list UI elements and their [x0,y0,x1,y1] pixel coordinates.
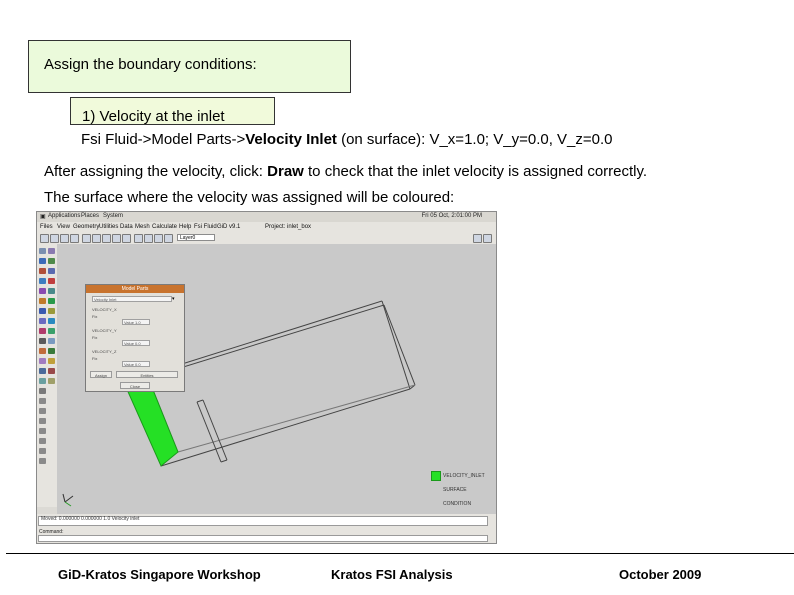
save-icon[interactable] [60,234,69,243]
render-mode-icon[interactable] [39,358,46,364]
open-icon[interactable] [50,234,59,243]
instruction-line-3: The surface where the velocity was assigned will be coloured: [44,189,455,206]
menu-mesh[interactable]: Mesh [135,224,150,230]
velocity-z-label: VELOCITY_Z [92,349,117,354]
box-edge-right-back [384,305,415,385]
obstacle-outline [197,400,227,462]
apps-icon[interactable]: ▣ [40,214,46,220]
label-icon[interactable] [48,368,55,374]
list-icon[interactable] [48,288,55,294]
legend-label: VELOCITY_INLET [443,473,485,479]
render-icon[interactable] [144,234,153,243]
tool-icon-extra-7[interactable] [39,458,46,464]
distance-icon[interactable] [39,298,46,304]
box-edge-hidden-2 [178,385,415,452]
places-menu[interactable]: Places [81,213,100,219]
undo-icon[interactable] [39,378,46,384]
system-menu[interactable]: System [103,213,124,219]
tool-icon-extra-3[interactable] [39,418,46,424]
quit-icon[interactable] [39,388,46,394]
menu-bar [37,222,496,232]
instruction-1-values: (on surface): V_x=1.0; V_y=0.0, V_z=0.0 [336,131,613,148]
step-label: 1) Velocity at the inlet [82,108,225,125]
project-title: Project: inlet_box [265,224,312,230]
assign-button[interactable]: Assign [90,371,112,378]
boundary-icon[interactable] [48,308,55,314]
instruction-1-emphasis: Velocity Inlet [245,131,337,148]
view-mesh-icon[interactable] [39,338,46,344]
zoom-in-icon[interactable] [82,234,91,243]
layer-select[interactable]: Layer0 [177,234,215,241]
velocity-z-field[interactable]: Value 0.0 [122,361,150,367]
velocity-y-field[interactable]: Value 0.0 [122,340,150,346]
mesh-icon[interactable] [164,234,173,243]
tool-icon-extra-4[interactable] [39,428,46,434]
line-icon[interactable] [48,248,55,254]
polyline-icon[interactable] [48,258,55,264]
calculate-icon[interactable] [48,338,55,344]
tool-icon-extra-1[interactable] [39,398,46,404]
rotate-icon[interactable] [112,234,121,243]
copy-icon[interactable] [39,278,46,284]
tool-icon-extra-2[interactable] [39,408,46,414]
fix-x-checkbox[interactable]: Fix [92,314,98,319]
instruction-line-1 [81,131,613,148]
velocity-y-label: VELOCITY_Y [92,328,117,333]
applications-menu[interactable]: Applications [48,213,81,219]
legend-line-3: CONDITION [443,501,472,507]
menu-help[interactable]: Help [179,224,192,230]
menu-files[interactable]: Files [40,224,53,230]
redraw-icon[interactable] [134,234,143,243]
menu-view[interactable]: View [57,224,70,230]
zoom-out-icon[interactable] [92,234,101,243]
materials-icon[interactable] [48,318,55,324]
box-edge-right-outlet [382,301,410,389]
menu-geometry[interactable]: Geometry [73,224,100,230]
postprocess-icon[interactable] [39,348,46,354]
command-input[interactable] [38,535,488,542]
layer-icon[interactable] [48,358,55,364]
color-icon[interactable] [39,368,46,374]
entities-button[interactable]: Entities [116,371,178,378]
pan-icon[interactable] [122,234,131,243]
intersect-icon[interactable] [48,298,55,304]
command-area [37,514,496,543]
preprocess-icon[interactable] [48,348,55,354]
gid-screenshot [36,211,497,544]
velocity-x-field[interactable]: Value 1.0 [122,319,150,325]
delete-icon[interactable] [39,288,46,294]
zoom-frame-icon[interactable] [102,234,111,243]
instruction-line-2 [44,163,647,180]
footer-date: October 2009 [619,567,702,582]
instruction-2-start: After assigning the velocity, click: [44,163,268,180]
surface-icon[interactable] [39,268,46,274]
layers-icon[interactable] [154,234,163,243]
legend-swatch [431,471,441,481]
redo-icon[interactable] [48,378,55,384]
toolbar-icon-right-1[interactable] [473,234,482,243]
generate-mesh-icon[interactable] [48,328,55,334]
volume-icon[interactable] [48,268,55,274]
menu-utilities[interactable]: Utilities [99,224,119,230]
command-label: Command: [39,529,64,535]
menu-fsi-fluid[interactable]: Fsi Fluid [194,224,217,230]
instruction-2-end: to check that the inlet velocity is assigned correctly. [303,163,648,180]
print-icon[interactable] [70,234,79,243]
graphics-canvas[interactable] [57,244,496,514]
window-title: GiD v9.1 [217,224,241,230]
model-parts-dialog [85,284,185,392]
command-output: Moved: 0.000000 0.000000 1.0 Velocity inlet [38,516,488,526]
footer-analysis: Kratos FSI Analysis [331,567,453,582]
legend-line-2: SURFACE [443,487,467,493]
conditions-icon[interactable] [39,318,46,324]
instruction-2-emphasis: Draw [267,163,304,180]
instruction-1-path: Fsi Fluid->Model Parts-> [81,131,246,148]
fix-y-checkbox[interactable]: Fix [92,335,98,340]
clock: Fri 05 Oct, 2:01:00 PM [421,213,482,219]
problem-data-icon[interactable] [39,328,46,334]
fix-z-checkbox[interactable]: Fix [92,356,98,361]
arc-icon[interactable] [39,258,46,264]
chevron-down-icon[interactable]: ▾ [172,296,175,302]
new-icon[interactable] [40,234,49,243]
condition-select[interactable]: Velocity Inlet [92,296,172,302]
move-icon[interactable] [48,278,55,284]
dialog-title: Model Parts [86,285,184,293]
slide-title: Assign the boundary conditions: [44,56,257,73]
collapse-icon[interactable] [39,308,46,314]
velocity-x-label: VELOCITY_X [92,307,117,312]
close-button[interactable]: Close [120,382,150,389]
box-edge-bottom-front [161,389,410,466]
footer-workshop: GiD-Kratos Singapore Workshop [58,567,261,582]
menu-calculate[interactable]: Calculate [152,224,178,230]
footer-rule [6,553,794,554]
axes-indicator [63,494,73,506]
menu-data[interactable]: Data [120,224,133,230]
toolbar-icon-right-2[interactable] [483,234,492,243]
point-icon[interactable] [39,248,46,254]
tool-icon-extra-5[interactable] [39,438,46,444]
tool-icon-extra-6[interactable] [39,448,46,454]
icon-palette [37,244,58,507]
